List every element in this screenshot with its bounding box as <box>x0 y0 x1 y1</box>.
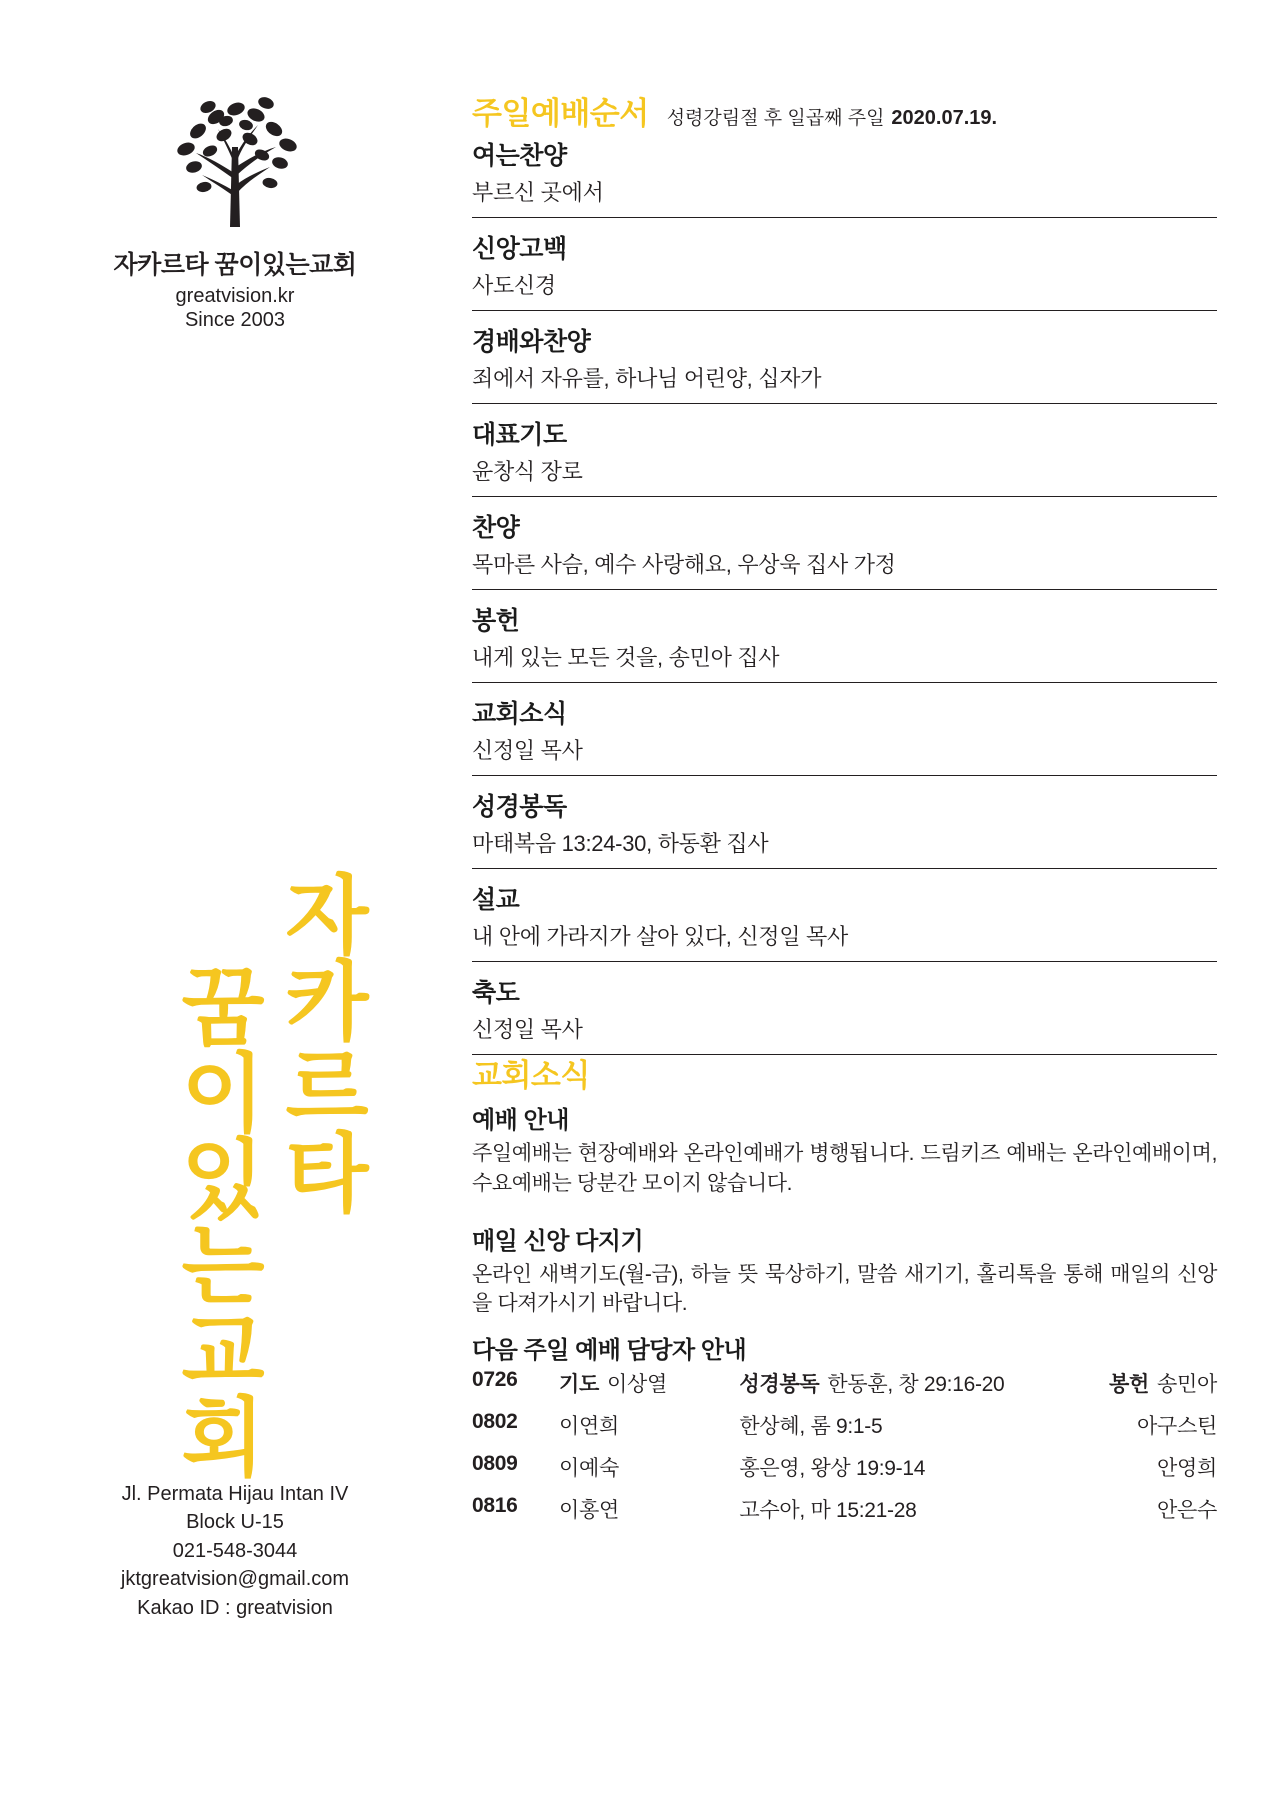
duty-date: 0802 <box>472 1410 518 1433</box>
order-item <box>472 311 1217 404</box>
duty-pray-name: 이예숙 <box>559 1457 619 1480</box>
church-address-block <box>0 1480 470 1622</box>
news-item-body: 주일예배는 현장예배와 온라인예배가 병행됩니다. 드림키즈 예배는 온라인예배이며, 수요예배는 당분간 모이지 않습니다. <box>472 1142 1217 1195</box>
news-section-title: 교회소식 <box>472 1058 590 1093</box>
order-subtitle: 성령강림절 후 일곱째 주일 <box>666 108 885 129</box>
duty-read-cell <box>739 1368 1057 1404</box>
table-row <box>472 1404 1217 1446</box>
duty-pray-cell <box>559 1368 739 1404</box>
order-item-detail: 내게 있는 모든 것을, 송민아 집사 <box>472 645 780 670</box>
phone-number: 021-548-3044 <box>172 1539 298 1562</box>
order-item-detail: 신정일 목사 <box>472 1017 583 1042</box>
duty-pray-label: 기도 <box>559 1373 599 1396</box>
vertical-church-title <box>150 870 370 1490</box>
order-item-detail: 내 안에 가라지가 살아 있다, 신정일 목사 <box>472 924 848 949</box>
order-item <box>472 404 1217 497</box>
order-item-title: 봉헌 <box>472 607 520 635</box>
order-item-title: 경배와찬양 <box>472 328 591 356</box>
church-logo-block <box>0 95 470 332</box>
news-item <box>472 1221 1217 1320</box>
order-item-title: 설교 <box>472 886 520 914</box>
duty-offering-name: 아구스틴 <box>1137 1415 1217 1438</box>
duty-table <box>472 1368 1217 1530</box>
table-row <box>472 1488 1217 1530</box>
order-item <box>472 962 1217 1055</box>
duty-date: 0726 <box>472 1368 518 1391</box>
news-item-body: 온라인 새벽기도(월-금), 하늘 뜻 묵상하기, 말씀 새기기, 홀리톡을 통해 매일의 신앙을 다져가시기 바랍니다. <box>472 1262 1217 1316</box>
duty-offering-cell <box>1058 1368 1217 1404</box>
order-item <box>472 218 1217 311</box>
order-item-detail: 죄에서 자유를, 하나님 어린양, 십자가 <box>472 366 822 391</box>
duty-offering-name: 안영희 <box>1157 1457 1217 1480</box>
news-item <box>472 1100 1217 1199</box>
duty-read-name: 홍은영, 왕상 19:9-14 <box>739 1457 926 1480</box>
order-item <box>472 590 1217 683</box>
kakao-id: Kakao ID : greatvision <box>137 1596 333 1619</box>
order-item-title: 여는찬양 <box>472 142 567 170</box>
order-item-detail: 마태복음 13:24-30, 하동환 집사 <box>472 831 769 856</box>
order-item-title: 축도 <box>472 979 520 1007</box>
duty-pray-name: 이연희 <box>559 1415 619 1438</box>
order-item-title: 찬양 <box>472 514 520 542</box>
duty-date: 0816 <box>472 1494 518 1517</box>
left-column <box>0 0 470 1811</box>
order-item <box>472 497 1217 590</box>
duty-section-title: 다음 주일 예배 담당자 안내 <box>472 1337 747 1364</box>
church-name: 자카르타 꿈이있는교회 <box>113 251 357 279</box>
order-item <box>472 869 1217 962</box>
order-item-detail: 부르신 곳에서 <box>472 180 604 205</box>
order-item <box>472 130 1217 218</box>
order-item-detail: 윤창식 장로 <box>472 459 583 484</box>
news-list <box>472 1100 1217 1341</box>
news-item-head: 매일 신앙 다지기 <box>472 1227 644 1255</box>
duty-offering-label: 봉헌 <box>1109 1373 1150 1396</box>
order-item-detail: 목마른 사슴, 예수 사랑해요, 우상욱 집사 가정 <box>472 552 896 577</box>
duty-date: 0809 <box>472 1452 518 1475</box>
vertical-title-right: 자카르타 <box>271 870 367 1214</box>
duty-read-label: 성경봉독 <box>739 1373 820 1396</box>
order-title: 주일예배순서 <box>472 96 649 131</box>
duty-read-name: 한상혜, 롬 9:1-5 <box>739 1415 883 1438</box>
order-date: 2020.07.19. <box>891 107 998 129</box>
duty-read-name: 고수아, 마 15:21-28 <box>739 1499 917 1522</box>
vertical-title-left: 꿈이있는교회 <box>167 962 263 1478</box>
duty-offering-name: 송민아 <box>1157 1373 1217 1396</box>
order-item-title: 대표기도 <box>472 421 567 449</box>
church-website: greatvision.kr <box>175 285 295 307</box>
worship-order-list <box>472 130 1217 1055</box>
order-header <box>472 88 1217 133</box>
duty-pray-name: 이상열 <box>607 1373 667 1396</box>
right-column <box>472 0 1280 1811</box>
address-line-2: Block U-15 <box>186 1511 284 1534</box>
duty-pray-name: 이홍연 <box>559 1499 619 1522</box>
order-item-detail: 사도신경 <box>472 273 556 298</box>
order-item <box>472 776 1217 869</box>
order-item <box>472 683 1217 776</box>
order-item-title: 교회소식 <box>472 700 567 728</box>
order-item-title: 성경봉독 <box>472 793 567 821</box>
email-address: jktgreatvision@gmail.com <box>120 1568 350 1591</box>
order-item-title: 신앙고백 <box>472 235 567 263</box>
duty-read-name: 한동훈, 창 29:16-20 <box>827 1373 1005 1396</box>
tree-logo-icon <box>0 95 470 235</box>
table-row <box>472 1368 1217 1404</box>
news-item-head: 예배 안내 <box>472 1107 569 1134</box>
duty-offering-name: 안은수 <box>1157 1499 1217 1522</box>
order-item-detail: 신정일 목사 <box>472 738 583 763</box>
address-line-1: Jl. Permata Hijau Intan IV <box>121 1483 349 1505</box>
table-row <box>472 1446 1217 1488</box>
church-since: Since 2003 <box>184 309 286 331</box>
